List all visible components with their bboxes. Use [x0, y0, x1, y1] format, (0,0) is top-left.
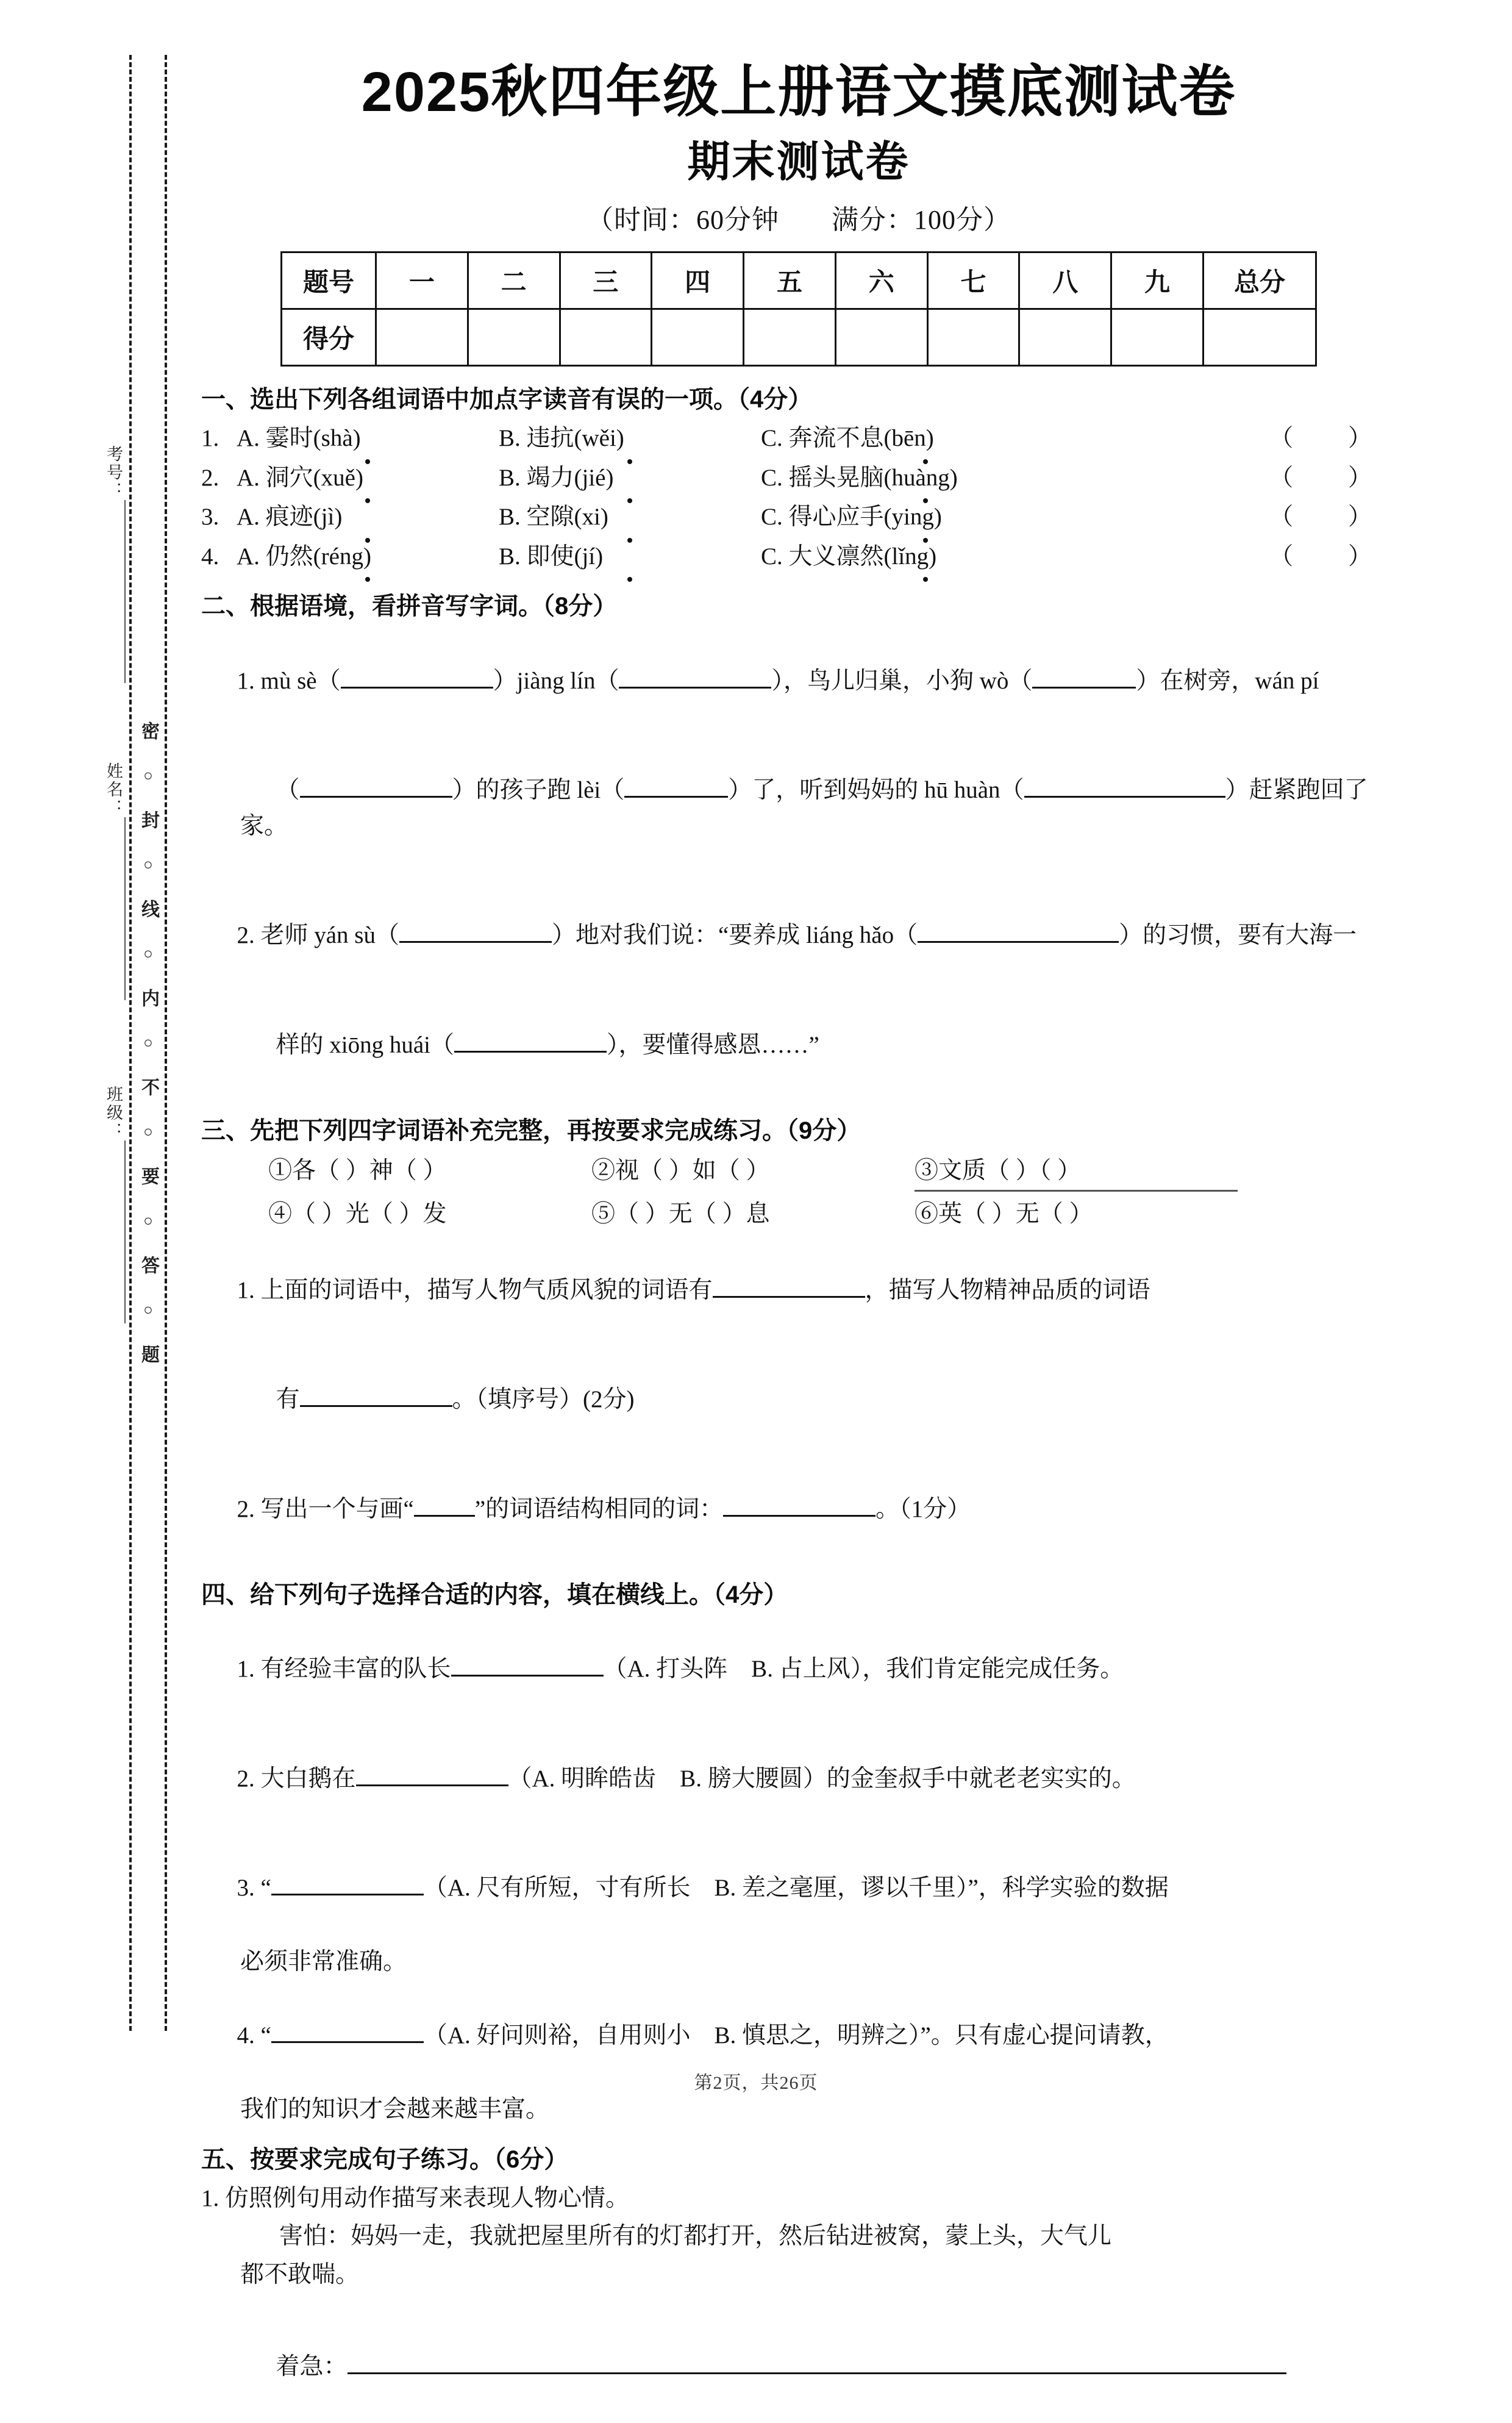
question-options: （A. 明眸皓齿 B. 膀大腰圆）的金奎叔手中就老老实实的。	[508, 1765, 1136, 1792]
score-blank-5[interactable]	[744, 309, 836, 366]
score-col-3: 三	[560, 252, 652, 309]
item-number: 4.	[201, 543, 219, 570]
student-name-label: 姓名：	[91, 762, 126, 1000]
idiom-6[interactable]: ⑥英（ ）无（ ）	[915, 1200, 1093, 1227]
answer-blank-long[interactable]	[348, 2372, 1286, 2374]
answer-blank[interactable]	[300, 1405, 452, 1407]
section-3-sub-2	[201, 1456, 1396, 1563]
bracket-open: （	[276, 777, 300, 804]
score-blank-total[interactable]	[1204, 309, 1316, 366]
question-text: 2. 写出一个与画“	[237, 1495, 414, 1522]
seal-dot-6: ○	[143, 1301, 153, 1319]
score-col-7: 七	[927, 252, 1019, 309]
answer-blank[interactable]	[271, 2041, 424, 2043]
section-5-example-line-1: 害怕：妈妈一走，我就把屋里所有的灯都打开，然后钻进被窝，蒙上头，大气儿	[279, 2223, 1112, 2250]
page-footer: 第2页，共26页	[694, 2073, 818, 2093]
class-rule	[124, 1140, 126, 1323]
score-col-5: 五	[744, 252, 836, 309]
section-5-heading: 五、按要求完成句子练习。（6分）	[201, 2146, 569, 2173]
class-label: 班级：	[91, 1086, 126, 1323]
score-col-1: 一	[376, 252, 468, 309]
write-blank[interactable]	[619, 687, 771, 689]
section-1-item-4	[201, 539, 1396, 575]
sentence-text: ）了，听到妈妈的 hū huàn（	[728, 777, 1024, 804]
option-a[interactable]: A. 痕迹(jì)	[237, 499, 499, 535]
option-a[interactable]: A. 霎时(shà)	[237, 421, 499, 457]
answer-bracket[interactable]: （ ）	[1269, 504, 1396, 531]
answer-label: 着急：	[276, 2353, 348, 2380]
score-col-total: 总分	[1204, 252, 1316, 309]
score-col-6: 六	[835, 252, 927, 309]
student-info-labels	[91, 445, 126, 1634]
exam-total-score: 满分：100分）	[832, 205, 1011, 235]
score-table-row-label-0: 题号	[282, 252, 376, 309]
answer-bracket[interactable]: （ ）	[1269, 543, 1396, 570]
section-5-item-1: 1. 仿照例句用动作描写来表现人物心情。	[201, 2185, 630, 2211]
pinyin-prompt: ）jiàng lín（	[493, 667, 619, 694]
question-options: （A. 打头阵 B. 占上风），我们肯定能完成任务。	[603, 1656, 1124, 1683]
option-a[interactable]: A. 洞穴(xuě)	[237, 460, 499, 496]
section-1-heading: 一、选出下列各组词语中加点字读音有误的一项。（4分）	[201, 386, 813, 413]
seal-char-5: 要	[138, 1167, 159, 1186]
section-5-example-line-2: 都不敢喘。	[240, 2261, 360, 2288]
question-text: 1. 有经验丰富的队长	[237, 1656, 451, 1683]
question-text: ，描写人物精神品质的词语	[865, 1276, 1150, 1303]
sentence-text: ）的习惯，要有大海一	[1119, 922, 1357, 949]
exam-meta	[201, 198, 1396, 237]
table-row-question-numbers	[282, 252, 1316, 309]
seal-char-2: 线	[138, 900, 159, 919]
write-blank[interactable]	[624, 796, 728, 798]
student-name-rule	[124, 817, 126, 1000]
sentence-text: ），要懂得感恩……”	[606, 1031, 819, 1058]
pinyin-prompt: 2. 老师 yán sù（	[237, 922, 399, 949]
table-row-scores	[282, 309, 1316, 366]
section-2-item-2-line-1	[201, 882, 1396, 990]
question-text: 4. “	[237, 2022, 271, 2049]
section-2-item-1-line-1	[201, 628, 1396, 735]
score-blank-8[interactable]	[1019, 309, 1111, 366]
item-number: 2.	[201, 464, 219, 491]
answer-blank[interactable]	[723, 1515, 875, 1517]
idiom-3[interactable]: ③文质（ ）（ ）	[915, 1152, 1238, 1192]
pinyin-prompt: 1. mù sè（	[237, 667, 341, 694]
write-blank[interactable]	[1032, 687, 1136, 689]
section-3-idiom-row-2	[268, 1195, 1396, 1233]
option-c[interactable]: C. 奔流不息(bēn)	[761, 421, 1090, 457]
score-col-8: 八	[1019, 252, 1111, 309]
sentence-text: ）的孩子跑 lèi（	[452, 777, 625, 804]
score-table-row-label-1: 得分	[282, 309, 376, 366]
section-1-item-1	[201, 421, 1396, 457]
score-blank-4[interactable]	[652, 309, 744, 366]
seal-char-3: 内	[138, 989, 159, 1008]
score-blank-2[interactable]	[468, 309, 560, 366]
seal-char-0: 密	[138, 721, 159, 741]
sentence-text: ）赶紧跑回了家。	[240, 777, 1368, 839]
option-b[interactable]: B. 违抗(wěi)	[499, 421, 761, 457]
section-1-item-3	[201, 499, 1396, 535]
question-options: （A. 好问则裕，自用则小 B. 慎思之，明辨之）”。只有虚心提问请教，	[423, 2022, 1169, 2049]
section-4-item-4-line-2: 我们的知识才会越来越丰富。	[240, 2096, 550, 2123]
seal-char-1: 封	[138, 811, 159, 830]
question-text: ”的词语结构相同的词：	[474, 1495, 724, 1522]
page-title: 2025秋四年级上册语文摸底测试卷	[361, 61, 1236, 123]
section-4-item-3-line-2: 必须非常准确。	[240, 1949, 407, 1975]
section-2-item-2-line-2	[240, 992, 1396, 1099]
seal-line	[129, 55, 167, 2031]
page-subtitle: 期末测试卷	[687, 138, 910, 186]
write-blank[interactable]	[454, 1051, 607, 1053]
item-number: 3.	[201, 504, 219, 531]
seal-char-7: 题	[138, 1345, 159, 1364]
section-1-item-2	[201, 460, 1396, 496]
section-4-item-2	[201, 1725, 1396, 1833]
section-2-heading: 二、根据语境，看拼音写字词。（8分）	[201, 593, 618, 620]
seal-dot-4: ○	[143, 1123, 153, 1140]
section-4-item-3-line-1	[201, 1835, 1396, 1942]
write-blank[interactable]	[341, 687, 493, 689]
answer-bracket[interactable]: （ ）	[1269, 464, 1396, 491]
section-3-heading: 三、先把下列四字词语补充完整，再按要求完成练习。（9分）	[201, 1117, 861, 1144]
section-4-item-1	[201, 1616, 1396, 1723]
idiom-4[interactable]: ④（ ）光（ ）发	[268, 1200, 447, 1227]
section-4-heading: 四、给下列句子选择合适的内容，填在横线上。（4分）	[201, 1581, 788, 1608]
question-text: 有	[276, 1386, 300, 1413]
section-2-item-1-line-2	[240, 737, 1396, 880]
score-table	[280, 251, 1317, 367]
option-b[interactable]: B. 即使(jí)	[499, 539, 761, 575]
question-text: 2. 大白鹅在	[237, 1765, 356, 1792]
idiom-5[interactable]: ⑤（ ）无（ ）息	[591, 1200, 770, 1227]
score-col-4: 四	[652, 252, 744, 309]
write-blank[interactable]	[399, 941, 552, 943]
exam-number-rule	[124, 500, 126, 683]
option-c[interactable]: C. 得心应手(ying)	[761, 499, 1090, 535]
score-blank-3[interactable]	[560, 309, 652, 366]
question-text: 。（填序号）(2分)	[452, 1386, 635, 1413]
pinyin-prompt: 样的 xiōng huái（	[276, 1031, 454, 1058]
write-blank[interactable]	[1024, 796, 1225, 798]
section-5-answer-row	[240, 2313, 1396, 2421]
answer-blank[interactable]	[713, 1296, 865, 1298]
seal-dot-2: ○	[143, 945, 153, 962]
seal-dot-3: ○	[143, 1034, 153, 1051]
sentence-text: ）地对我们说：“要养成 liáng hǎo（	[552, 922, 918, 949]
score-blank-1[interactable]	[376, 309, 468, 366]
exam-number-label: 考号：	[91, 445, 126, 683]
item-number: 1.	[201, 425, 219, 452]
seal-char-4: 不	[138, 1078, 159, 1097]
score-blank-6[interactable]	[835, 309, 927, 366]
section-3-sub-1-line-2	[240, 1347, 1396, 1454]
seal-dot-5: ○	[143, 1212, 153, 1229]
answer-bracket[interactable]: （ ）	[1269, 425, 1396, 452]
answer-blank[interactable]	[271, 1894, 424, 1895]
exam-time: （时间：60分钟	[587, 205, 779, 235]
score-col-2: 二	[468, 252, 560, 309]
section-3-idiom-row-1	[268, 1152, 1396, 1192]
question-text: 3. “	[237, 1875, 271, 1902]
sentence-text: ），鸟儿归巢，小狗 wò（	[771, 667, 1033, 694]
option-b[interactable]: B. 空隙(xi)	[499, 499, 761, 535]
question-options: （A. 尺有所短，寸有所长 B. 差之毫厘，谬以千里）”，科学实验的数据	[423, 1875, 1169, 1902]
answer-blank[interactable]	[451, 1675, 604, 1677]
answer-blank[interactable]	[356, 1784, 508, 1786]
idiom-1[interactable]: ①各（ ）神（ ）	[268, 1157, 447, 1184]
score-blank-7[interactable]	[927, 309, 1019, 366]
seal-char-6: 答	[138, 1256, 159, 1275]
quoted-blank[interactable]	[414, 1515, 475, 1517]
write-blank[interactable]	[918, 941, 1119, 943]
question-text: 1. 上面的词语中，描写人物气质风貌的词语有	[237, 1276, 713, 1303]
option-c[interactable]: C. 摇头晃脑(huàng)	[761, 460, 1090, 496]
section-3-sub-1-line-1	[201, 1237, 1396, 1344]
seal-dot-0: ○	[143, 767, 153, 784]
option-b[interactable]: B. 竭力(jié)	[499, 460, 761, 496]
seal-margin	[91, 55, 189, 2031]
idiom-2[interactable]: ②视（ ）如（ ）	[591, 1157, 770, 1184]
option-c[interactable]: C. 大义凛然(lǐng)	[761, 539, 1090, 575]
sentence-text: ）在树旁，wán pí	[1136, 667, 1319, 694]
seal-dot-1: ○	[143, 856, 153, 873]
write-blank[interactable]	[300, 796, 452, 798]
option-a[interactable]: A. 仍然(réng)	[237, 539, 499, 575]
score-blank-9[interactable]	[1111, 309, 1204, 366]
question-text: 。（1分）	[875, 1495, 971, 1522]
score-col-9: 九	[1111, 252, 1204, 309]
